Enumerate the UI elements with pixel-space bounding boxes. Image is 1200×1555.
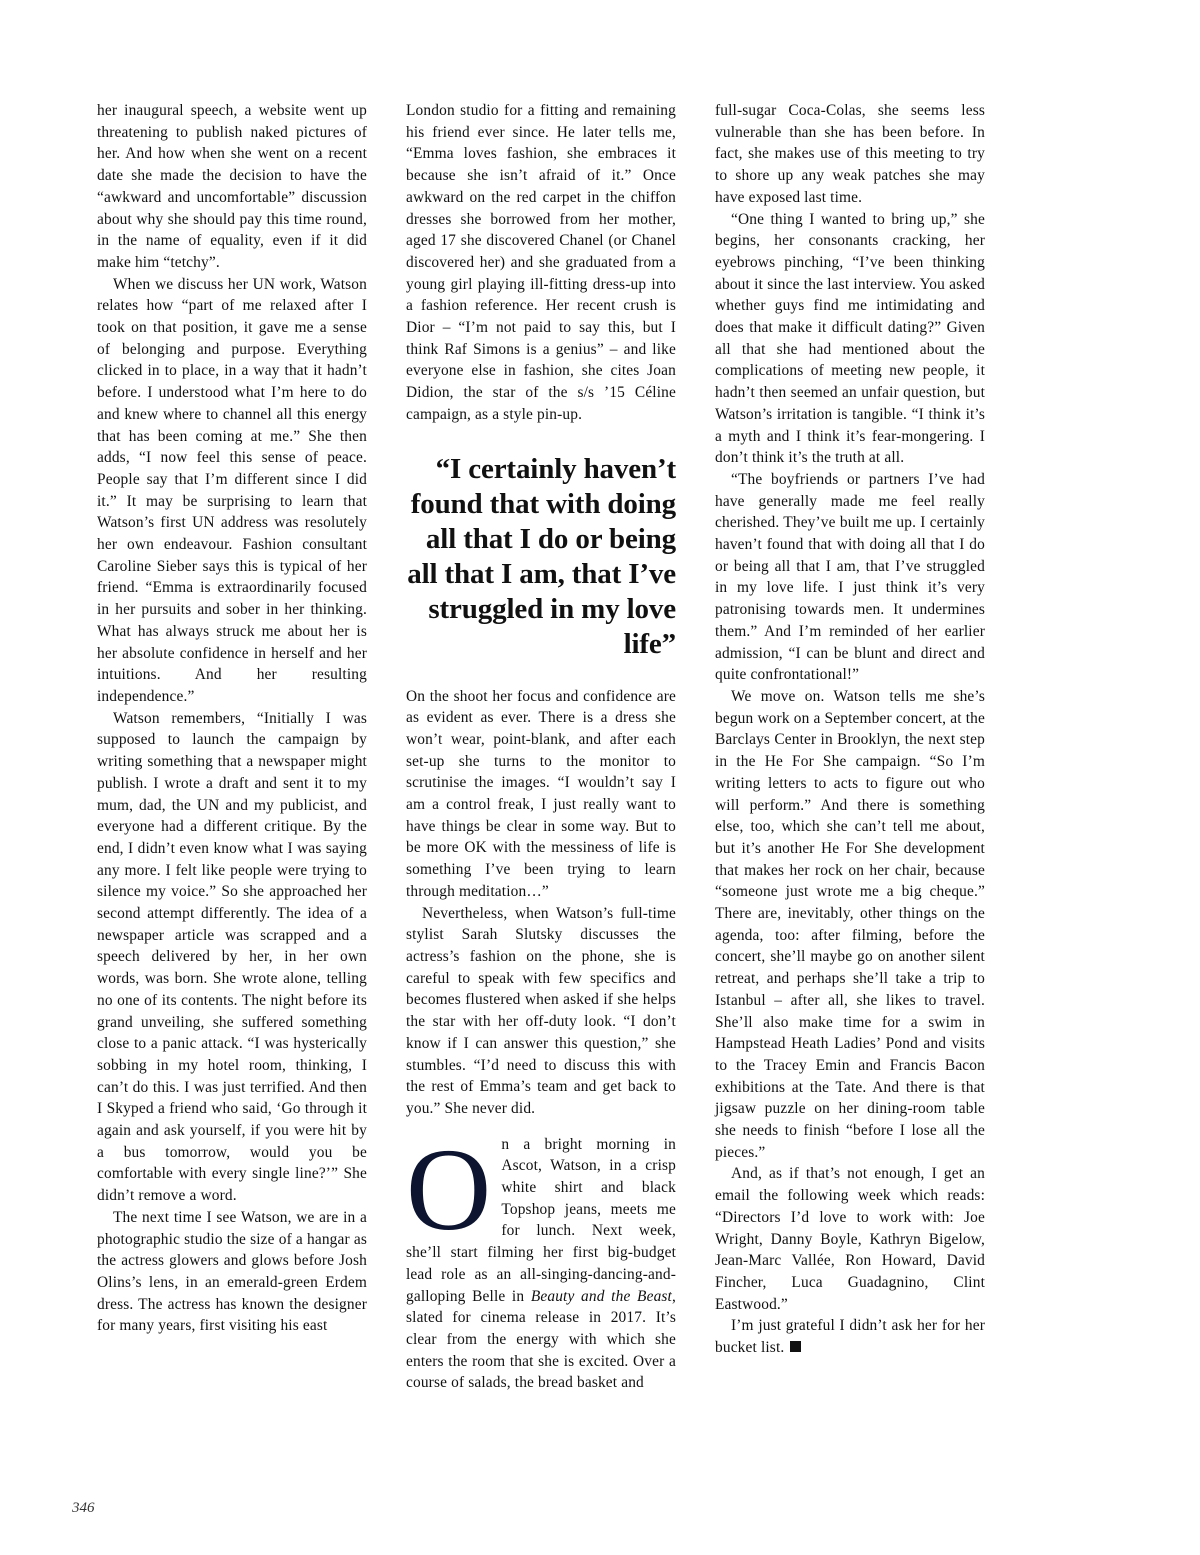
paragraph: Nevertheless, when Watson’s full-time stylist Sarah Slutsky discusses the actress’s fashion on the phone, she is careful to speak with few specifics and becomes flustered when asked if she helps the star with her off-duty look. “I don’t know if I can answer this question,” she stumbles. “I’d need to discuss this with the rest of Emma’s team and get back to you.” She never did. — [406, 904, 676, 1117]
article-columns — [97, 100, 1104, 1394]
end-mark-icon — [790, 1341, 801, 1352]
pull-quote: “I certainly haven’t found that with doing all that I do or being all that I am, that I’ve struggled in my love life” — [407, 452, 676, 660]
paragraph: “The boyfriends or partners I’ve had have generally made me feel really cherished. They’ve built me up. I certainly haven’t found that with doing all that I do or being all that I am, that I’ve struggled in my love life. I just think it’s very patronising towards men. It undermines them.” And I’m reminded of her earlier admission, “I can be blunt and direct and quite confrontational!” — [715, 470, 985, 684]
final-paragraph-text: I’m just grateful I didn’t ask her for her bucket list. — [715, 1317, 985, 1357]
dropcap-text-part1: n a bright morning in Ascot, Watson, in a crisp white shirt and black Topshop jeans, meets me for lunch. Next week, she’ll start filming her first big-budget lead role as an all-singing-dancing-and-galloping Belle in — [406, 1135, 676, 1305]
paragraph: her inaugural speech, a website went up threatening to publish naked pictures of her. And how when she went on a recent date she made the decision to have the “awkward and uncomfortable” discussion about why she should pay this time round, in the name of equality, even if it did make him “tetchy”. — [97, 102, 367, 271]
paragraph: Watson remembers, “Initially I was supposed to launch the campaign by writing something that a newspaper might publish. I wrote a draft and sent it to my mum, dad, the UN and my publicist, and everyone had a different critique. By the end, I didn’t even know what I was saying any more. I felt like people were trying to silence my voice.” So she approached her second attempt differently. The idea of a newspaper article was scrapped and a speech delivered by her, in her own words, was born. She wrote alone, telling no one of its contents. The night before its grand unveiling, she suffered something close to a panic attack. “I was hysterically sobbing in my hotel room, thinking, I can’t do this. I was just terrified. And then I Skyped a friend who said, ‘Go through it again and ask yourself, if you were hit by a bus tomorrow, would you be comfortable with every single line?’” She didn’t remove a word. — [97, 709, 367, 1205]
dropcap-paragraph — [406, 1123, 677, 1394]
paragraph: We move on. Watson tells me she’s begun work on a September concert, at the Barclays Center in Brooklyn, the next step in the He For She campaign. “So I’m writing letters to acts to figure out who will perform.” And there is something else, too, which she can’t tell me about, but it’s another He For She development that makes her rock on her chair, because “someone just wrote me a big cheque.” There are, inevitably, other things on the agenda, too: after filming, before the concert, she’ll maybe go on another silent retreat, and perhaps she’ll take a trip to Istanbul – after all, she likes to travel. She’ll also make time for a swim in Hampstead Heath Ladies’ Pond and visits to the Tracey Emin and Francis Bacon exhibitions at the Tate. And there is that jigsaw puzzle on her dining-room table she needs to finish “before I lose all the pieces.” — [715, 687, 985, 1161]
dropcap-text-part2: , slated for cinema release in 2017. It’s clear from the energy with which she enters the room that she is excited. Over a course of salads, the bread basket and — [406, 1287, 677, 1392]
paragraph: When we discuss her UN work, Watson relates how “part of me relaxed after I took on that position, it gave me a sense of belonging and purpose. Everything clicked in to place, in a way that it hadn’t before. I understood what I’m here to do and knew where to channel all this energy that has been coming at me.” She then adds, “I now feel this sense of peace. People say that I’m different since I did it.” It may be surprising to learn that Watson’s first UN address was resolutely her own endeavour. Fashion consultant Caroline Sieber says this is typical of her friend. “Emma is extraordinarily focused in her pursuits and sober in her thinking. What has always struck me about her is her absolute confidence in herself and her intuitions. And her resulting independence.” — [97, 275, 367, 705]
film-title: Beauty and the Beast — [530, 1287, 672, 1305]
paragraph: On the shoot her focus and confidence are as evident as ever. There is a dress she won’t wear, point-blank, and after each set-up she turns to the monitor to scrutinise the images. “I wouldn’t say I am a control freak, I just really want to have things be clear in some way. But to be more OK with the messiness of life is something I’ve been trying to learn through meditation…” — [406, 687, 676, 900]
text-column-1 — [97, 100, 367, 1394]
paragraph: “One thing I wanted to bring up,” she begins, her consonants cracking, her eyebrows pinching, “I’ve been thinking about it since the last interview. You asked whether guys find me intimidating and does that make it difficult dating?” Given all that she had mentioned about the complications of meeting new people, it hadn’t then seemed an unfair question, but Watson’s irritation is tangible. “I think it’s a myth and I think it’s fear-mongering. I don’t think it’s the truth at all. — [715, 210, 985, 467]
text-column-2 — [406, 100, 676, 1394]
paragraph: full-sugar Coca-Colas, she seems less vulnerable than she has been before. In fact, she makes use of this meeting to try to shore up any weak patches she may have exposed last time. — [715, 102, 985, 206]
page-number: 346 — [72, 1500, 95, 1516]
text-column-3 — [715, 100, 985, 1394]
paragraph: And, as if that’s not enough, I get an email the following week which reads: “Directors I’d love to work with: Joe Wright, Danny Boyle, Kathryn Bigelow, Jean-Marc Vallée, Ron Howard, David Fincher, Luca Guadagnino, Clint Eastwood.” — [715, 1165, 985, 1313]
final-paragraph — [715, 1315, 985, 1358]
paragraph: London studio for a fitting and remaining his friend ever since. He later tells me, “Emma loves fashion, she embraces it because she isn’t afraid of it.” Once awkward on the red carpet in the chiffon dresses she borrowed from her mother, aged 17 she discovered Chanel (or Chanel discovered her) and she graduated from a young girl playing ill-fitting dress-up into a fashion reference. Her recent crush is Dior – “I’m not paid to say this, but I think Raf Simons is a genius” – and like everyone else in fashion, she cites Joan Didion, the star of the s/s ’15 Céline campaign, as a style pin-up. — [406, 102, 676, 423]
drop-cap-letter: O — [406, 1123, 492, 1255]
paragraph: The next time I see Watson, we are in a photographic studio the size of a hangar as the actress glowers and glows before Josh Olins’s lens, in an emerald-green Erdem dress. The actress has known the designer for many years, first visiting his east — [97, 1208, 367, 1335]
